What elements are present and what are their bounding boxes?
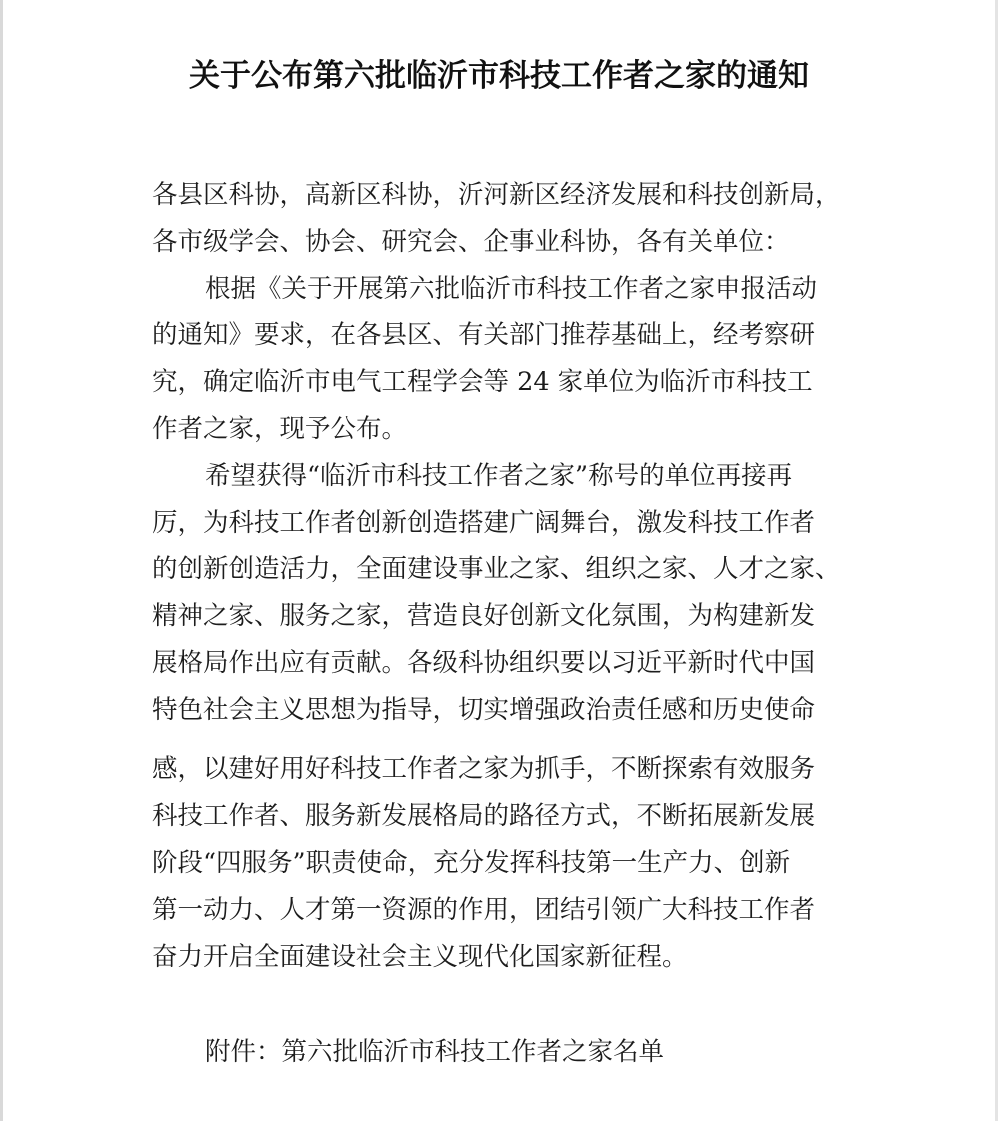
body-line-7: 希望获得“临沂市科技工作者之家”称号的单位再接再	[205, 461, 793, 491]
body-line-10: 精神之家、服务之家，营造良好创新文化氛围，为构建新发	[152, 601, 816, 631]
body-line-9: 的创新创造活力，全面建设事业之家、组织之家、人才之家、	[152, 554, 841, 584]
body-line-4: 的通知》要求，在各县区、有关部门推荐基础上，经考察研	[152, 320, 816, 350]
body-line-1: 各县区科协，高新区科协，沂河新区经济发展和科技创新局，	[152, 180, 841, 210]
notice-title: 关于公布第六批临沂市科技工作者之家的通知	[189, 58, 809, 94]
body-line-17: 奋力开启全面建设社会主义现代化国家新征程。	[152, 942, 688, 972]
body-line-14: 科技工作者、服务新发展格局的路径方式，不断拓展新发展	[152, 801, 816, 831]
body-line-16: 第一动力、人才第一资源的作用，团结引领广大科技工作者	[152, 895, 816, 925]
body-line-11: 展格局作出应有贡献。各级科协组织要以习近平新时代中国	[152, 648, 816, 678]
page-left-edge	[0, 0, 3, 1121]
body-line-5: 究，确定临沂市电气工程学会等 24 家单位为临沂市科技工	[152, 367, 813, 397]
body-line-13: 感，以建好用好科技工作者之家为抓手，不断探索有效服务	[152, 754, 816, 784]
body-line-2: 各市级学会、协会、研究会、企事业科协，各有关单位：	[152, 227, 790, 257]
body-line-8: 厉，为科技工作者创新创造搭建广阔舞台，激发科技工作者	[152, 508, 816, 538]
body-line-6: 作者之家，现予公布。	[152, 414, 408, 444]
body-line-3: 根据《关于开展第六批临沂市科技工作者之家申报活动	[205, 274, 818, 304]
attachment-line: 附件：第六批临沂市科技工作者之家名单	[205, 1037, 665, 1067]
body-line-15: 阶段“四服务”职责使命，充分发挥科技第一生产力、创新	[152, 848, 791, 878]
body-line-12: 特色社会主义思想为指导，切实增强政治责任感和历史使命	[152, 695, 816, 725]
